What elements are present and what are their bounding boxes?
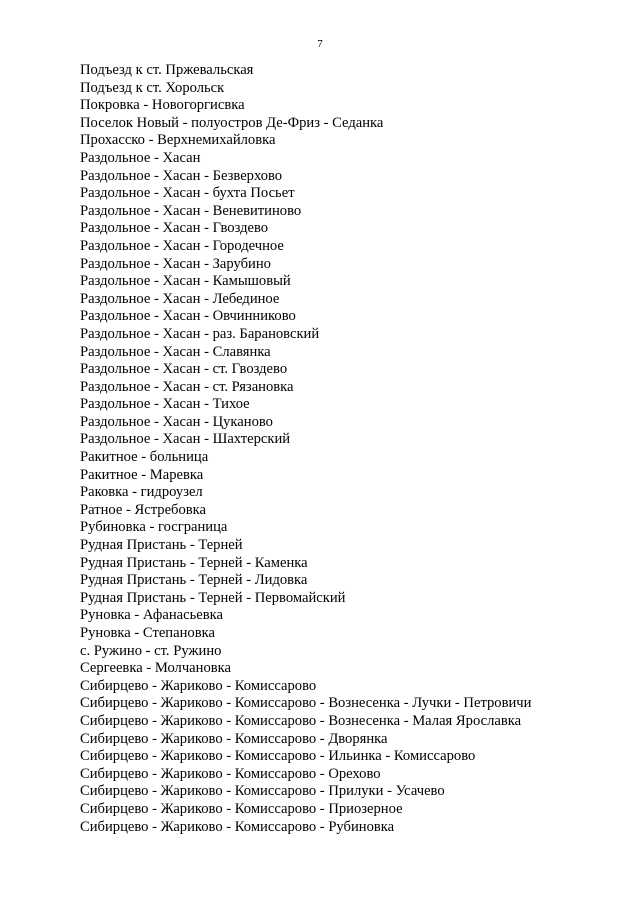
route-item: Подъезд к ст. Пржевальская (80, 62, 254, 78)
route-item: Рубиновка - госграница (80, 519, 228, 536)
route-item: Сергеевка - Молчановка (80, 660, 231, 677)
route-item: Раздольное - Хасан - Лебединое (80, 290, 280, 307)
route-item: Раздольное - Хасан - Славянка (80, 343, 271, 360)
route-item: Рудная Пристань - Терней - Первомайский (80, 589, 346, 606)
route-item: Раздольное - Хасан - Безверхово (80, 167, 283, 184)
route-item: Сибирцево - Жариково - Комиссарово - Дворянка (80, 730, 388, 747)
route-item: Раздольное - Хасан - Веневитиново (80, 202, 302, 219)
route-item: Сибирцево - Жариково - Комиссарово - Ильинка - Комиссарово (80, 748, 476, 765)
route-item: Раздольное - Хасан - Гвоздево (80, 220, 269, 237)
route-item: Рудная Пристань - Терней - Лидовка (80, 572, 308, 589)
route-item: Ракитное - Маревка (80, 466, 204, 483)
route-item: Покровка - Новогоргисвка (80, 97, 245, 114)
route-item: Раздольное - Хасан - Камышовый (80, 273, 291, 290)
route-item: Сибирцево - Жариково - Комиссарово - Орехово (80, 765, 381, 782)
route-list (80, 62, 531, 836)
route-item: Раздольное - Хасан - Шахтерский (80, 431, 291, 448)
route-item: Раздольное - Хасан - ст. Гвоздево (80, 361, 288, 378)
route-item: Прохасско - Верхнемихайловка (80, 132, 276, 149)
route-item: Раковка - гидроузел (80, 484, 203, 501)
route-item: Сибирцево - Жариково - Комиссарово - Вознесенка - Малая Ярославка (80, 712, 522, 729)
route-item: Раздольное - Хасан - Тихое (80, 396, 250, 413)
route-item: Поселок Новый - полуостров Де-Фриз - Седанка (80, 114, 384, 131)
route-item: Раздольное - Хасан - Овчинниково (80, 308, 296, 325)
route-item: Раздольное - Хасан - Зарубино (80, 255, 271, 272)
route-item: с. Ружино - ст. Ружино (80, 642, 222, 659)
route-item: Подъезд к ст. Хорольск (80, 79, 225, 96)
route-item: Раздольное - Хасан - Цуканово (80, 413, 273, 430)
route-item: Руновка - Афанасьевка (80, 607, 223, 624)
route-item: Сибирцево - Жариково - Комиссарово (80, 677, 317, 694)
route-item: Сибирцево - Жариково - Комиссарово - Приозерное (80, 800, 403, 817)
route-item: Раздольное - Хасан - Городечное (80, 237, 284, 254)
route-item: Рудная Пристань - Терней - Каменка (80, 554, 308, 571)
route-item: Раздольное - Хасан - ст. Рязановка (80, 378, 294, 395)
route-item: Сибирцево - Жариково - Комиссарово - Прилуки - Усачево (80, 783, 445, 800)
page-number: 7 (317, 38, 323, 50)
route-item: Ракитное - больница (80, 449, 209, 466)
route-item: Рудная Пристань - Терней (80, 537, 243, 554)
route-item: Раздольное - Хасан (80, 149, 201, 166)
route-item: Сибирцево - Жариково - Комиссарово - Вознесенка - Лучки - Петровичи (80, 695, 532, 712)
route-item: Раздольное - Хасан - бухта Посьет (80, 185, 295, 202)
route-item: Сибирцево - Жариково - Комиссарово - Рубиновка (80, 818, 395, 835)
route-item: Ратное - Ястребовка (80, 501, 207, 518)
route-item: Раздольное - Хасан - раз. Барановский (80, 325, 320, 342)
route-item: Руновка - Степановка (80, 625, 215, 641)
